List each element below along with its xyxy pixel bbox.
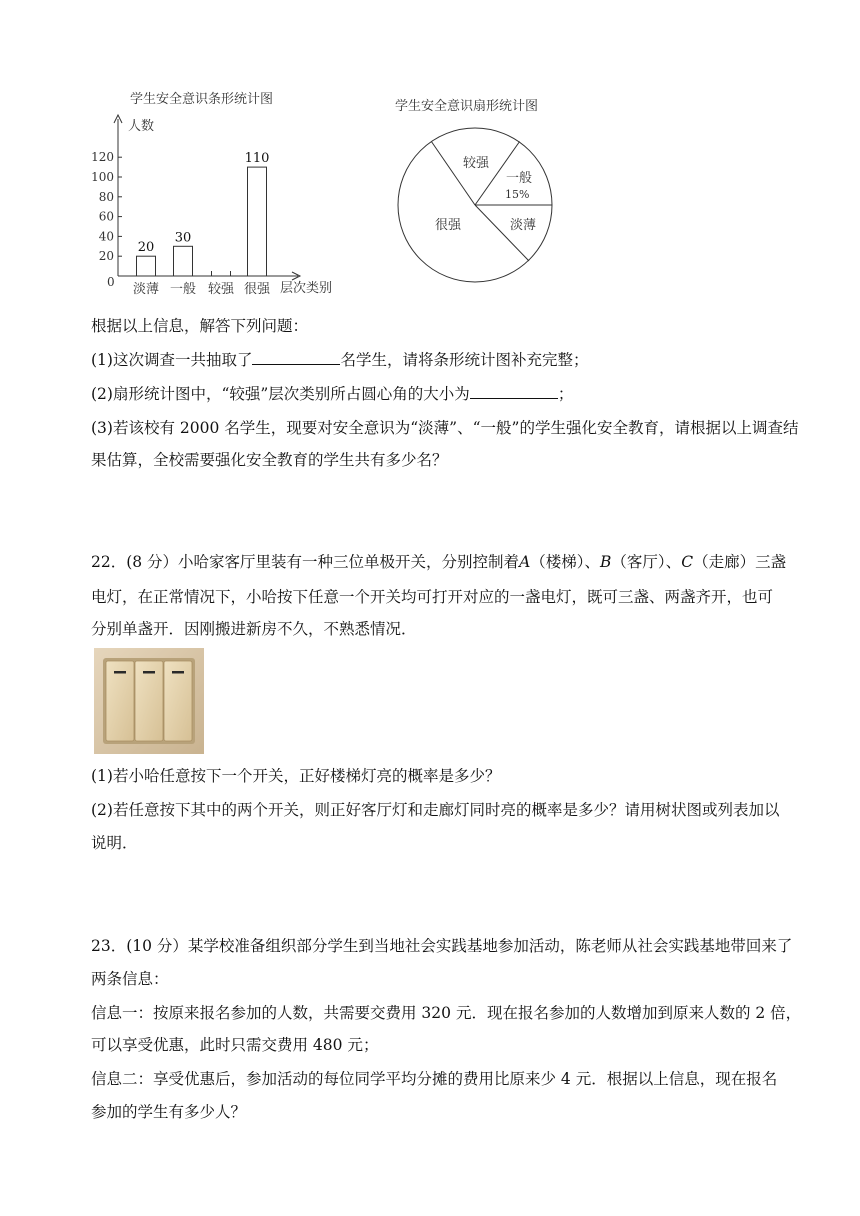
bar-value-label: 20	[137, 240, 155, 256]
q21-part2-b: ；	[557, 385, 574, 403]
bar-y-tick-label: 40	[98, 229, 114, 244]
q22-var-c: C	[681, 553, 694, 571]
q23-line3: 信息一：按原来报名参加的人数，共需要交费用 320 元．现在报名参加的人数增加到原来人数的 2 倍，	[91, 1004, 802, 1022]
bar-category-label: 淡薄	[132, 282, 160, 297]
pie-divider-qiang-henqiang	[431, 142, 475, 206]
pie-label-henqiang: 很强	[435, 218, 462, 233]
q21-part3-line1: (3)若该校有 2000 名学生，现要对安全意识为“淡薄”、“一般”的学生强化安全教育，请根据以上调查结	[91, 419, 799, 437]
q23-line5: 信息二：享受优惠后，参加活动的每位同学平均分摊的费用比原来少 4 元．根据以上信息，现在报名	[91, 1070, 778, 1088]
q21-part1-a: (1)这次调查一共抽取了	[91, 351, 253, 369]
pie-divider-danbo-henqiang	[475, 205, 529, 261]
q22-line3: 分别单盏开．因刚搬进新房不久，不熟悉情况．	[91, 620, 417, 638]
q23-line6: 参加的学生有多少人？	[91, 1103, 247, 1121]
q22-var-a: A	[519, 553, 531, 571]
pie-chart-title: 学生安全意识扇形统计图	[395, 99, 539, 114]
q23-line1: 23．(10 分）某学校准备组织部分学生到当地社会实践基地参加活动，陈老师从社会实践基地带回来了	[91, 937, 793, 955]
bar-1	[174, 246, 193, 276]
q22-line1	[91, 552, 786, 572]
q21-part1-b: 名学生，请将条形统计图补充完整；	[340, 351, 589, 369]
q22-sub2-line1: (2)若任意按下其中的两个开关，则正好客厅灯和走廊灯同时亮的概率是多少？请用树状图或列表加以	[91, 801, 780, 819]
q21-part2	[91, 384, 573, 404]
bar-y-axis-label: 人数	[128, 119, 155, 134]
pie-label-yiban-percent: 15%	[505, 188, 530, 201]
bar-y-tick-label: 60	[98, 209, 114, 224]
pie-label-yiban: 一般	[506, 171, 533, 186]
q22-c-desc: （走廊）三盏	[693, 553, 787, 571]
bar-y-tick-label: 20	[98, 249, 114, 264]
q21-part3-line2: 果估算，全校需要强化安全教育的学生共有多少名？	[91, 451, 448, 469]
q22-sub2-line2: 说明．	[91, 834, 138, 852]
bar-y-tick-label: 120	[91, 150, 114, 165]
q21-part1-blank[interactable]	[252, 350, 340, 365]
pie-label-danbo: 淡薄	[510, 218, 537, 233]
bar-y-tick-label: 100	[91, 170, 114, 184]
q23-line2: 两条信息：	[91, 970, 169, 988]
bar-category-label: 一般	[169, 282, 197, 297]
bar-y-tick-label: 80	[98, 189, 114, 204]
bar-3	[248, 167, 267, 276]
bar-x-axis-label: 层次类别	[280, 281, 333, 296]
bar-0	[137, 256, 156, 276]
q21-intro: 根据以上信息，解答下列问题：	[91, 317, 309, 335]
q23-line4: 可以享受优惠，此时只需交费用 480 元；	[91, 1036, 379, 1054]
q21-part2-blank[interactable]	[470, 384, 558, 399]
bar-category-label: 较强	[207, 282, 235, 297]
bar-value-label: 30	[174, 230, 192, 246]
q22-a-desc: （楼梯）、	[530, 553, 601, 571]
pie-chart	[395, 125, 555, 285]
q21-part2-a: (2)扇形统计图中，“较强”层次类别所占圆心角的大小为	[91, 385, 470, 403]
pie-label-qiang: 较强	[463, 156, 490, 171]
bar-category-label: 很强	[243, 282, 271, 297]
q21-part1	[91, 350, 588, 370]
q22-sub1: (1)若小哈任意按下一个开关，正好楼梯灯亮的概率是多少？	[91, 767, 501, 785]
q22-var-b: B	[600, 553, 612, 571]
q22-line1-pre: 22．(8 分）小哈家客厅里装有一种三位单极开关，分别控制着	[91, 553, 520, 571]
q22-b-desc: （客厅）、	[611, 553, 682, 571]
bar-value-label: 110	[244, 151, 270, 167]
bar-chart-title: 学生安全意识条形统计图	[130, 92, 274, 107]
bar-chart	[80, 105, 350, 300]
bar-origin-label: 0	[107, 275, 115, 289]
switch-panel-image	[94, 648, 204, 754]
q22-line2: 电灯，在正常情况下，小哈按下任意一个开关均可打开对应的一盏电灯，既可三盏、两盏齐开，也可	[91, 588, 774, 606]
